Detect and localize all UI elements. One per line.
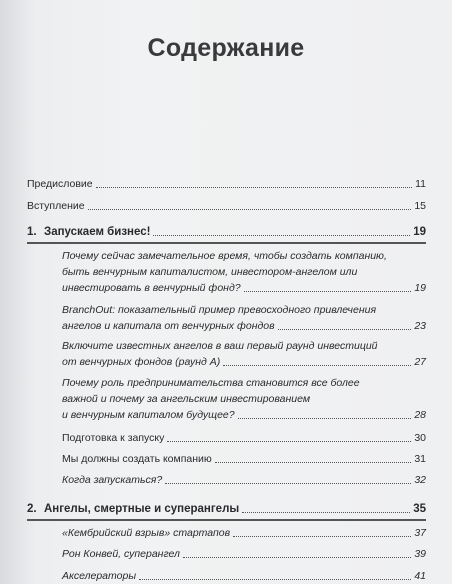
section-title-line: Подготовка к запуску	[62, 432, 165, 444]
chapter-page: 19	[413, 226, 426, 238]
toc-section	[62, 472, 426, 488]
section-title-line: Включите известных ангелов в ваш первый раунд инвестиций	[62, 340, 378, 352]
section-title-line: Почему роль предпринимательства становится все более	[62, 377, 360, 389]
section-title-line: от венчурных фондов (раунд А)	[62, 356, 221, 368]
section-title-line: быть венчурным капиталистом, инвестором-ангелом или	[62, 266, 358, 278]
section-title-line: Почему сейчас замечательное время, чтобы создать компанию,	[62, 250, 387, 262]
section-page: 31	[414, 453, 426, 465]
toc-entry-page: 11	[415, 178, 426, 190]
section-page: 37	[414, 527, 426, 539]
toc-entry-title: Вступление	[27, 200, 85, 212]
section-title-line: важной и почему за ангельским инвестированием	[62, 393, 311, 405]
toc-section	[62, 338, 426, 370]
page-title: Содержание	[147, 34, 305, 62]
leader-dots	[88, 209, 412, 210]
chapter-1-heading	[27, 224, 426, 240]
toc-entry-title: Предисловие	[27, 178, 93, 190]
section-title-line: Когда запускаться?	[62, 474, 163, 486]
toc-section	[62, 451, 426, 467]
leader-dots	[165, 483, 411, 484]
toc-section	[62, 375, 426, 423]
leader-dots	[183, 557, 411, 558]
toc-section	[62, 248, 426, 296]
section-page: 39	[414, 548, 426, 560]
leader-dots	[153, 235, 410, 236]
toc-section	[62, 568, 426, 584]
toc-section	[62, 525, 426, 541]
toc-section	[62, 430, 426, 446]
section-title-line: инвестировать в венчурный фонд?	[62, 282, 241, 294]
leader-dots	[278, 329, 412, 330]
leader-dots	[233, 536, 411, 537]
section-title-line: ангелов и капитала от венчурных фондов	[62, 320, 275, 332]
section-title-line: «Кембрийский взрыв» стартапов	[62, 527, 231, 539]
leader-dots	[238, 418, 412, 419]
section-page: 32	[414, 474, 426, 486]
leader-dots	[242, 512, 410, 513]
toc-section	[62, 546, 426, 562]
leader-dots	[223, 365, 411, 366]
chapter-title: Ангелы, смертные и суперангелы	[44, 503, 240, 515]
toc-entry-preface	[27, 176, 426, 192]
section-page: 19	[414, 282, 426, 294]
toc-section	[62, 302, 426, 334]
chapter-2-heading	[27, 501, 426, 517]
section-title-line: и венчурным капиталом будущее?	[62, 409, 235, 421]
leader-dots	[215, 462, 412, 463]
chapter-number: 2.	[27, 503, 37, 515]
section-title-line: Рон Конвей, суперангел	[62, 548, 180, 560]
toc-entry-page: 15	[414, 200, 426, 212]
leader-dots	[96, 187, 412, 188]
chapter-title: Запускаем бизнес!	[44, 226, 151, 238]
toc-entry-introduction	[27, 198, 426, 214]
section-title-line: Акселераторы	[62, 570, 137, 582]
chapter-number: 1.	[27, 226, 37, 238]
leader-dots	[139, 579, 411, 580]
chapter-rule	[27, 519, 426, 521]
leader-dots	[167, 441, 411, 442]
section-page: 30	[414, 432, 426, 444]
section-page: 41	[414, 570, 426, 582]
section-page: 27	[414, 356, 426, 368]
section-title-line: Мы должны создать компанию	[62, 453, 212, 465]
leader-dots	[244, 291, 412, 292]
section-title-line: BranchOut: показательный пример превосходного привлечения	[62, 304, 377, 316]
section-page: 23	[414, 320, 426, 332]
chapter-rule	[27, 242, 426, 244]
section-page: 28	[414, 409, 426, 421]
chapter-page: 35	[413, 503, 426, 515]
